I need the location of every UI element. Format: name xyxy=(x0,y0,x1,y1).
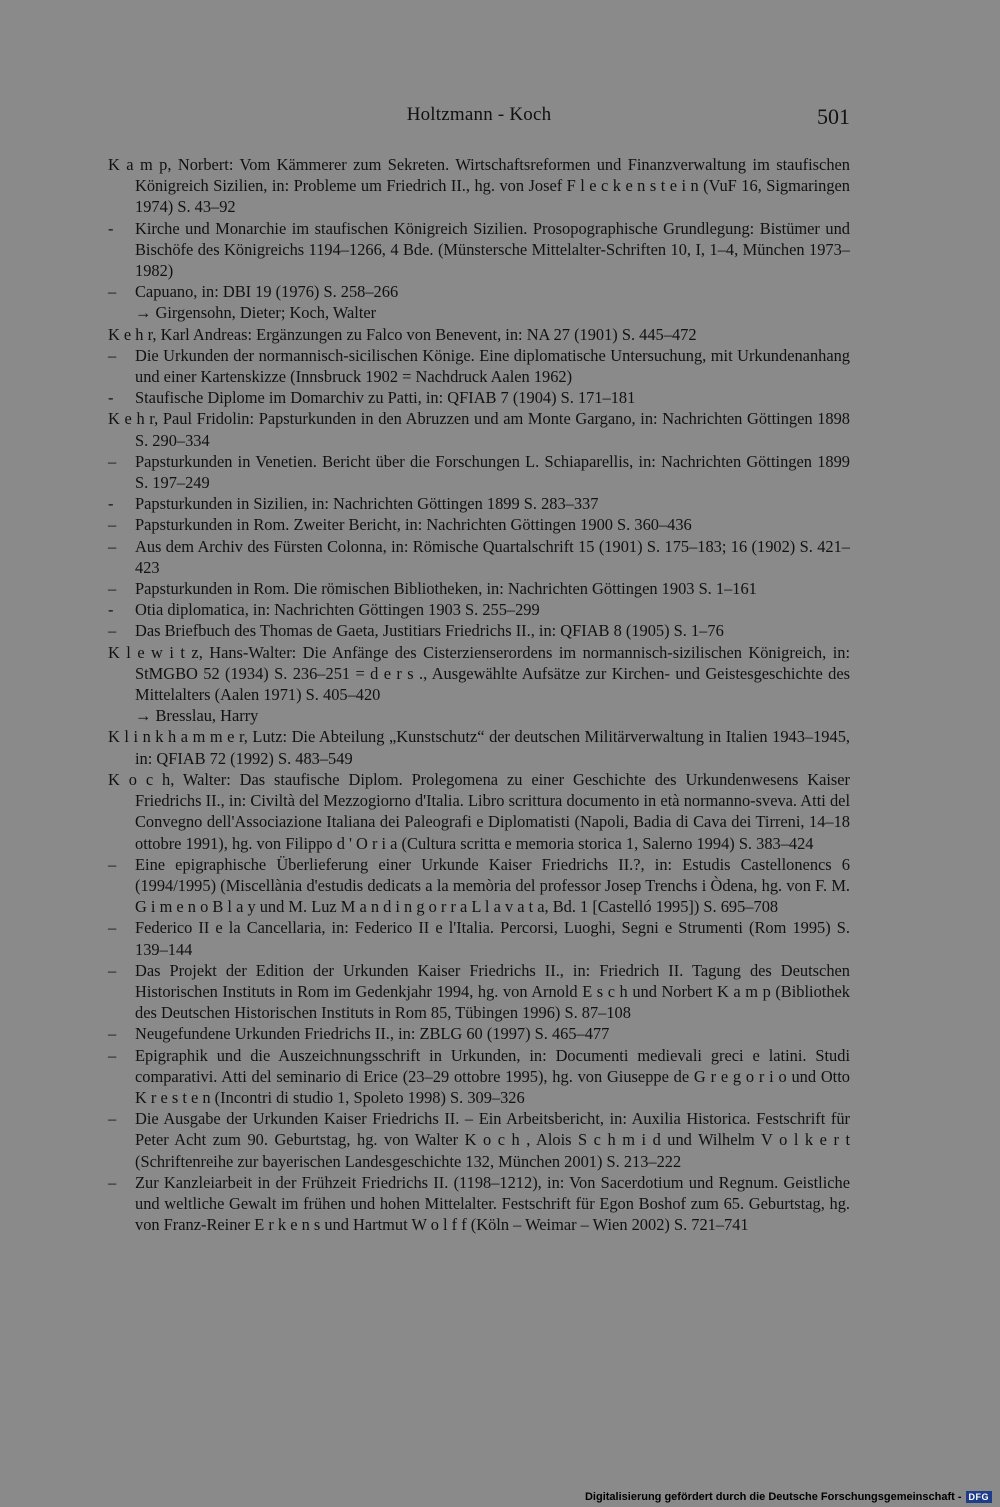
dfg-logo-icon: DFG xyxy=(966,1491,993,1503)
bib-entry-sub xyxy=(108,1045,850,1109)
bibliography-list xyxy=(108,154,850,1235)
entry-text: Staufische Diplome im Domarchiv zu Patti, in: QFIAB 7 (1904) S. 171–181 xyxy=(135,388,636,408)
entry-text: Papsturkunden in Venetien. Bericht über die Forschungen L. Schiaparellis, in: Nachrichten Göttingen 1899 S. 197–249 xyxy=(135,451,850,493)
page-header xyxy=(108,104,850,134)
entry-text: Zur Kanzleiarbeit in der Frühzeit Friedrichs II. (1198–1212), in: Von Sacerdotium und Regnum. Geistliche und weltliche Gewalt im frühen und hohen Mittelalter. Festschrift für Egon Boshof zum 65. Geburtstag, hg. von Franz-Reiner E r k e n s und Hartmut W o l f f (Köln – Weimar – Wien 2002) S. 721–741 xyxy=(135,1172,850,1235)
page-number: 501 xyxy=(817,104,850,129)
bib-entry-sub xyxy=(108,854,850,918)
entry-dash: - xyxy=(108,218,114,238)
entry-dash: – xyxy=(108,854,117,874)
author-name: K e h r xyxy=(108,324,153,344)
bib-entry-sub xyxy=(108,493,850,514)
author-name: K a m p xyxy=(108,155,168,174)
entry-text: Kirche und Monarchie im staufischen Königreich Sizilien. Prosopographische Grundlegung: Bistümer und Bischöfe des Königreichs 1194–1266, 4 Bde. (Münstersche Mittelalter-Schriften 10, I, 1–4, München 1973–1982) xyxy=(135,218,850,281)
entry-dash: - xyxy=(108,388,114,408)
entry-text: Aus dem Archiv des Fürsten Colonna, in: Römische Quartalschrift 15 (1901) S. 175–183; 16 (1902) S. 421–423 xyxy=(135,536,850,577)
entry-text: → Girgensohn, Dieter; Koch, Walter xyxy=(135,303,377,323)
entry-dash: - xyxy=(108,600,114,620)
entry-text: , Walter: Das staufische Diplom. Prolegomena zu einer Geschichte des Urkundenwesens Kaiser Friedrichs II., in: Civiltà del Mezzogiorno d'Italia. Libro scrittura documento in età normanno-sveva. Atti del Convegno dell'Associazione Italiana dei Paleografi e Diplomatisti (Napoli, Badia di Cava dei Tirreni, 14–18 ottobre 1991), hg. von Filippo d ' O r i a (Cultura scritta e memoria storica 1, Salerno 1994) S. 383–424 xyxy=(135,769,851,853)
bib-entry-sub xyxy=(108,1023,850,1044)
entry-dash: – xyxy=(108,1045,117,1065)
entry-text: Epigraphik und die Auszeichnungsschrift in Urkunden, in: Documenti medievali greci e latini. Studi comparativi. Atti del seminario di Erice (23–29 ottobre 1995), hg. von Giuseppe de G r e g o r i o und Otto K r e s t e n (Incontri di studio 1, Spoleto 1998) S. 309–326 xyxy=(135,1045,850,1107)
entry-text: Neugefundene Urkunden Friedrichs II., in: ZBLG 60 (1997) S. 465–477 xyxy=(135,1024,610,1044)
bib-entry-sub xyxy=(108,917,850,959)
entry-dash: - xyxy=(108,494,114,514)
bib-entry-sub xyxy=(108,1108,850,1172)
entry-text: Capuano, in: DBI 19 (1976) S. 258–266 xyxy=(135,282,399,302)
bib-entry-author xyxy=(108,642,850,706)
entry-text: Das Projekt der Edition der Urkunden Kaiser Friedrichs II., in: Friedrich II. Tagung des Deutschen Historischen Instituts in Rom im Gedenkjahr 1994, hg. von Arnold E s c h und Norbert K a m p (Bibliothek des Deutschen Historischen Instituts in Rom 85, Tübingen 1996) S. 87–108 xyxy=(135,960,850,1023)
running-head: Holtzmann - Koch xyxy=(406,104,552,125)
bib-entry-sub xyxy=(108,514,850,535)
entry-text: Papsturkunden in Rom. Zweiter Bericht, in: Nachrichten Göttingen 1900 S. 360–436 xyxy=(135,515,692,535)
entry-dash: – xyxy=(108,451,117,471)
bib-entry-author xyxy=(108,769,850,854)
bib-entry-sub xyxy=(108,218,850,282)
bib-entry-author xyxy=(108,408,850,450)
entry-dash: – xyxy=(108,960,117,980)
bib-entry-sub xyxy=(108,620,850,641)
entry-text: → Bresslau, Harry xyxy=(135,706,259,726)
entry-dash: – xyxy=(108,282,117,302)
entry-dash: – xyxy=(108,536,117,556)
author-name: K l e w i t z xyxy=(108,642,199,662)
entry-text: Die Ausgabe der Urkunden Kaiser Friedrichs II. – Ein Arbeitsbericht, in: Auxilia Historica. Festschrift für Peter Acht zum 90. Geburtstag, hg. von Walter K o c h , Alois S c h m i d und Wilhelm V o l k e r t (Schriftenreihe zur bayerischen Landesgeschichte 132, München 2001) S. 213–222 xyxy=(135,1109,850,1171)
entry-dash: – xyxy=(108,621,117,641)
entry-dash: – xyxy=(108,918,117,938)
bib-cross-reference xyxy=(108,302,850,323)
footer-text: Digitalisierung gefördert durch die Deutsche Forschungsgemeinschaft - xyxy=(584,1491,962,1503)
bib-entry-author xyxy=(108,154,850,218)
bib-entry-sub xyxy=(108,536,850,578)
bib-entry-sub xyxy=(108,1172,850,1236)
entry-text: Eine epigraphische Überlieferung einer Urkunde Kaiser Friedrichs II.?, in: Estudis Castellonencs 6 (1994/1995) (Miscellània d'estudis dedicats a la memòria del professor Josep Trenchs i Òdena, hg. von F. M. G i m e n o B l a y und M. Luz M a n d i n g o r r a L l a v a t a, Bd. 1 [Castelló 1995]) S. 695–708 xyxy=(135,854,850,917)
bib-entry-sub xyxy=(108,281,850,302)
entry-dash: – xyxy=(108,1109,117,1129)
bib-cross-reference xyxy=(108,705,850,726)
entry-dash: – xyxy=(108,1172,117,1192)
entry-text: , Hans-Walter: Die Anfänge des Cisterzienserordens im normannisch-sizilischen Königreich, in: StMGBO 52 (1934) S. 236–251 = d e r s ., Ausgewählte Aufsätze zur Kirchen- und Geistesgeschichte des Mittelalters (Aalen 1971) S. 405–420 xyxy=(135,642,850,705)
entry-text: Papsturkunden in Sizilien, in: Nachrichten Göttingen 1899 S. 283–337 xyxy=(135,494,599,514)
bib-entry-author xyxy=(108,726,850,768)
entry-dash: – xyxy=(108,579,117,599)
author-name: K l i n k h a m m e r xyxy=(108,727,244,747)
entry-text: , Karl Andreas: Ergänzungen zu Falco von Benevent, in: NA 27 (1901) S. 445–472 xyxy=(152,324,697,344)
author-name: K e h r xyxy=(108,409,155,429)
entry-text: Papsturkunden in Rom. Die römischen Bibliotheken, in: Nachrichten Göttingen 1903 S. 1–161 xyxy=(135,579,757,599)
author-name: K o c h xyxy=(108,769,171,789)
entry-dash: – xyxy=(108,515,117,535)
entry-text: Federico II e la Cancellaria, in: Federico II e l'Italia. Percorsi, Luoghi, Segni e Strumenti (Rom 1995) S. 139–144 xyxy=(135,918,850,959)
bib-entry-sub xyxy=(108,451,850,493)
bib-entry-sub xyxy=(108,387,850,408)
footer-credit xyxy=(585,1491,992,1503)
entry-dash: – xyxy=(108,1024,117,1044)
entry-text: Die Urkunden der normannisch-sicilischen Könige. Eine diplomatische Untersuchung, mit Urkundenanhang und einer Kartenskizze (Innsbruck 1902 = Nachdruck Aalen 1962) xyxy=(135,345,850,387)
bib-entry-sub xyxy=(108,578,850,599)
bib-entry-sub xyxy=(108,960,850,1024)
bib-entry-author xyxy=(108,324,850,345)
entry-text: , Norbert: Vom Kämmerer zum Sekreten. Wirtschaftsreformen und Finanzverwaltung im staufischen Königreich Sizilien, in: Probleme um Friedrich II., hg. von Josef F l e c k e n s t e i n (VuF 16, Sigmaringen 1974) S. 43–92 xyxy=(135,155,850,217)
entry-text: , Paul Fridolin: Papsturkunden in den Abruzzen und am Monte Gargano, in: Nachrichten Göttingen 1898 S. 290–334 xyxy=(135,409,851,450)
entry-dash: – xyxy=(108,345,117,365)
entry-text: , Lutz: Die Abteilung „Kunstschutz“ der deutschen Militärverwaltung in Italien 1943–1945, in: QFIAB 72 (1992) S. 483–549 xyxy=(135,727,850,768)
bib-entry-sub xyxy=(108,599,850,620)
entry-text: Otia diplomatica, in: Nachrichten Göttingen 1903 S. 255–299 xyxy=(135,600,540,620)
bib-entry-sub xyxy=(108,345,850,387)
entry-text: Das Briefbuch des Thomas de Gaeta, Justitiars Friedrichs II., in: QFIAB 8 (1905) S. 1–76 xyxy=(135,621,724,641)
